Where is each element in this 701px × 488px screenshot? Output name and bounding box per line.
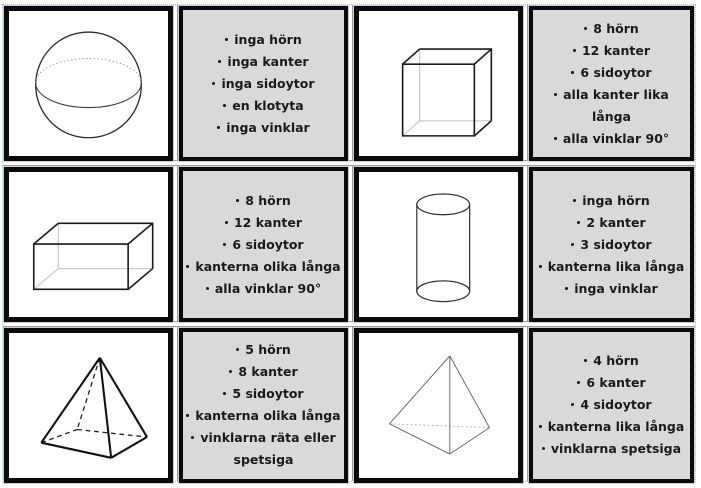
property-text: 2 kanter	[586, 214, 646, 230]
property-text: 6 sidoytor	[580, 64, 652, 80]
property-text: alla vinklar 90°	[214, 280, 322, 296]
property-text: 5 sidoytor	[232, 386, 304, 402]
bullet-dot-icon	[539, 425, 542, 428]
bullet-dot-icon	[223, 104, 226, 107]
property-text: 8 kanter	[238, 364, 298, 380]
property-item	[539, 416, 685, 438]
property-item	[223, 95, 303, 117]
property-item	[539, 256, 685, 278]
bullet-dot-icon	[229, 370, 232, 373]
property-item	[571, 394, 651, 416]
property-item	[229, 361, 297, 383]
cell-pyramid-properties	[179, 328, 348, 483]
property-item	[186, 405, 340, 427]
property-text: 6 sidoytor	[232, 236, 304, 252]
property-item	[223, 234, 303, 256]
property-item	[571, 234, 651, 256]
cell-sphere-properties	[179, 6, 348, 161]
bullet-dot-icon	[186, 414, 189, 417]
bullet-dot-icon	[223, 392, 226, 395]
property-item	[206, 278, 321, 300]
bullet-dot-icon	[577, 381, 580, 384]
text-card-cuboid	[179, 167, 348, 322]
bullet-dot-icon	[206, 287, 209, 290]
property-text: alla vinklar 90°	[562, 130, 670, 146]
bullet-dot-icon	[577, 221, 580, 224]
property-item	[584, 18, 639, 40]
bullet-dot-icon	[584, 359, 587, 362]
shape-card-cube	[354, 6, 523, 161]
property-item	[584, 350, 639, 372]
property-item	[218, 51, 308, 73]
property-text: kanterna olika långa	[195, 408, 341, 424]
shapes-table	[2, 4, 696, 482]
tetrahedron-icon	[363, 337, 514, 474]
property-text: 12 kanter	[581, 42, 650, 58]
property-text: inga hörn	[234, 31, 302, 47]
shape-card-sphere	[4, 6, 173, 161]
bullet-dot-icon	[554, 137, 557, 140]
cylinder-icon	[363, 176, 514, 313]
property-text: 6 kanter	[586, 375, 646, 391]
property-item	[186, 427, 341, 471]
cell-pyramid	[4, 328, 173, 483]
property-item	[536, 84, 687, 128]
text-card-sphere	[179, 6, 348, 161]
bullet-dot-icon	[236, 199, 239, 202]
bullet-dot-icon	[554, 93, 557, 96]
sphere-icon	[13, 15, 164, 152]
bullet-dot-icon	[571, 243, 574, 246]
property-item	[573, 40, 650, 62]
shape-card-cylinder	[354, 167, 523, 322]
bullet-dot-icon	[539, 265, 542, 268]
property-item	[236, 190, 291, 212]
text-card-cylinder	[529, 167, 694, 322]
cell-cuboid-properties	[179, 167, 348, 322]
property-text: 5 hörn	[245, 342, 291, 358]
pyramid-icon	[13, 337, 164, 474]
property-text: 8 hörn	[245, 192, 291, 208]
property-item	[571, 62, 651, 84]
property-text: vinklarna räta eller spetsiga	[200, 430, 336, 468]
property-item	[225, 29, 301, 51]
property-text: inga kanter	[227, 53, 309, 69]
property-text: alla kanter lika långa	[563, 86, 669, 124]
bullet-dot-icon	[212, 82, 215, 85]
text-card-pyramid	[179, 328, 348, 483]
property-item	[212, 73, 314, 95]
property-text: kanterna olika långa	[195, 258, 341, 274]
bullet-dot-icon	[571, 71, 574, 74]
bullet-dot-icon	[223, 243, 226, 246]
cell-tetrahedron-properties	[529, 328, 694, 483]
property-item	[577, 212, 645, 234]
property-item	[577, 372, 645, 394]
cell-cube-properties	[529, 6, 694, 161]
bullet-dot-icon	[584, 27, 587, 30]
text-card-cube	[529, 6, 694, 161]
property-text: 8 hörn	[593, 20, 639, 36]
cuboid-icon	[13, 176, 164, 313]
bullet-dot-icon	[571, 403, 574, 406]
property-text: 12 kanter	[233, 214, 302, 230]
bullet-dot-icon	[217, 126, 220, 129]
bullet-dot-icon	[225, 38, 228, 41]
property-text: kanterna lika långa	[547, 419, 685, 435]
bullet-dot-icon	[225, 221, 228, 224]
cell-cuboid	[4, 167, 173, 322]
bullet-dot-icon	[542, 447, 545, 450]
cell-cylinder	[354, 167, 523, 322]
property-text: inga vinklar	[574, 280, 658, 296]
property-item	[186, 256, 340, 278]
bullet-dot-icon	[565, 287, 568, 290]
shape-card-tetrahedron	[354, 328, 523, 483]
property-item	[565, 278, 657, 300]
cell-tetrahedron	[354, 328, 523, 483]
property-text: 3 sidoytor	[580, 236, 652, 252]
property-item	[554, 128, 669, 150]
property-item	[236, 339, 291, 361]
cube-icon	[363, 15, 514, 152]
bullet-dot-icon	[218, 60, 221, 63]
cell-cylinder-properties	[529, 167, 694, 322]
property-item	[573, 190, 649, 212]
property-text: inga sidoytor	[221, 75, 315, 91]
property-text: en klotyta	[232, 97, 304, 113]
property-text: kanterna lika långa	[547, 258, 685, 274]
property-text: 4 sidoytor	[580, 397, 652, 413]
property-item	[223, 383, 303, 405]
property-text: inga hörn	[582, 192, 650, 208]
bullet-dot-icon	[573, 199, 576, 202]
shape-card-cuboid	[4, 167, 173, 322]
cell-sphere	[4, 6, 173, 161]
text-card-tetrahedron	[529, 328, 694, 483]
property-text: 4 hörn	[593, 353, 639, 369]
property-text: inga vinklar	[226, 119, 310, 135]
property-item	[542, 438, 681, 460]
cell-cube	[354, 6, 523, 161]
bullet-dot-icon	[186, 265, 189, 268]
shape-card-pyramid	[4, 328, 173, 483]
bullet-dot-icon	[191, 436, 194, 439]
property-text: vinklarna spetsiga	[550, 441, 682, 457]
bullet-dot-icon	[573, 49, 576, 52]
property-item	[225, 212, 302, 234]
bullet-dot-icon	[236, 348, 239, 351]
property-item	[217, 117, 309, 139]
